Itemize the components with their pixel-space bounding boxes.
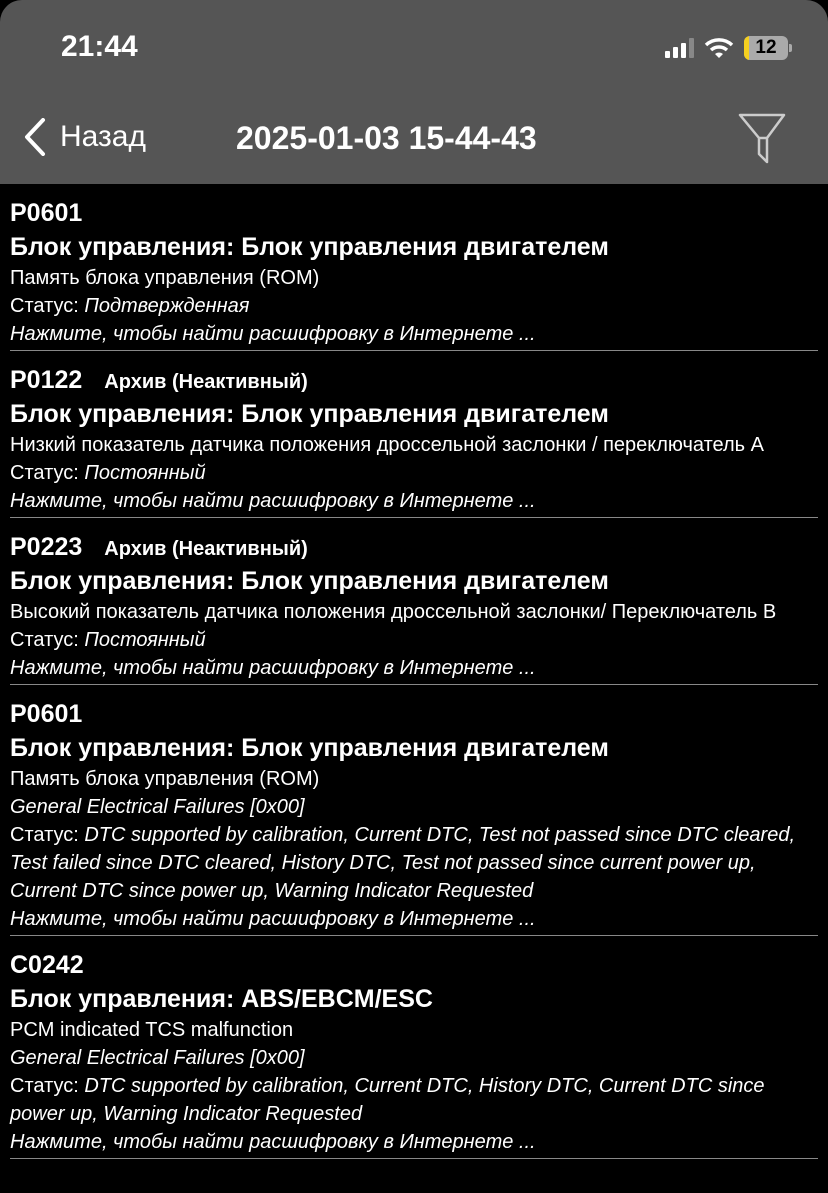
wifi-icon [704,37,734,59]
dtc-description: Низкий показатель датчика положения дроссельной заслонки / переключатель A [10,434,764,456]
dtc-list-item[interactable] [10,351,818,518]
status-value: DTC supported by calibration, Current DTC, Test not passed since DTC cleared, Test failed since DTC cleared, History DTC, Test not passed since current power up, Current DTC since power up, Warning Indicator Requested [10,824,796,902]
status-value: DTC supported by calibration, Current DTC, History DTC, Current DTC since power up, Warning Indicator Requested [10,1075,765,1125]
dtc-code: P0223 [10,533,83,561]
status-time: 21:44 [61,30,138,63]
dtc-code: P0601 [10,199,83,227]
control-unit: Блок управления: Блок управления двигателем [10,734,609,762]
dtc-description: Память блока управления (ROM) [10,768,320,790]
search-online-link[interactable]: Нажмите, чтобы найти расшифровку в Интернете ... [10,908,536,930]
control-unit: Блок управления: ABS/EBCM/ESC [10,985,433,1013]
filter-icon[interactable] [738,112,786,164]
dtc-list-item[interactable] [10,184,818,351]
dtc-list-item[interactable] [10,685,818,936]
search-online-link[interactable]: Нажмите, чтобы найти расшифровку в Интернете ... [10,323,536,345]
search-online-link[interactable]: Нажмите, чтобы найти расшифровку в Интернете ... [10,490,536,512]
archive-badge: Архив (Неактивный) [104,538,308,560]
dtc-code: P0122 [10,366,83,394]
dtc-status [10,821,818,905]
failure-type: General Electrical Failures [0x00] [10,796,305,818]
dtc-code: C0242 [10,951,84,979]
status-label: Статус: [10,462,79,484]
search-online-link[interactable]: Нажмите, чтобы найти расшифровку в Интернете ... [10,657,536,679]
dtc-code: P0601 [10,700,83,728]
status-label: Статус: [10,1075,79,1097]
navigation-header [0,0,828,184]
dtc-description: PCM indicated TCS malfunction [10,1019,294,1041]
archive-badge: Архив (Неактивный) [104,371,308,393]
battery-icon [744,36,792,60]
status-label: Статус: [10,824,79,846]
dtc-status [10,292,818,320]
dtc-status [10,1072,818,1128]
dtc-list [0,184,828,1159]
back-label: Назад [60,120,146,153]
page-title: 2025-01-03 15-44-43 [236,120,537,156]
dtc-list-item[interactable] [10,936,818,1159]
dtc-status [10,626,818,654]
status-value: Постоянный [84,462,206,484]
status-label: Статус: [10,629,79,651]
chevron-left-icon [24,118,46,156]
status-value: Постоянный [84,629,206,651]
dtc-description: Память блока управления (ROM) [10,267,320,289]
search-online-link[interactable]: Нажмите, чтобы найти расшифровку в Интернете ... [10,1131,536,1153]
cellular-signal-icon [665,38,694,58]
status-label: Статус: [10,295,79,317]
back-button[interactable] [24,118,146,156]
dtc-list-item[interactable] [10,518,818,685]
control-unit: Блок управления: Блок управления двигателем [10,567,609,595]
status-value: Подтвержденная [84,295,250,317]
status-icons [665,36,792,60]
control-unit: Блок управления: Блок управления двигателем [10,233,609,261]
failure-type: General Electrical Failures [0x00] [10,1047,305,1069]
dtc-description: Высокий показатель датчика положения дроссельной заслонки/ Переключатель B [10,601,777,623]
battery-level: 12 [755,37,777,58]
control-unit: Блок управления: Блок управления двигателем [10,400,609,428]
dtc-status [10,459,818,487]
